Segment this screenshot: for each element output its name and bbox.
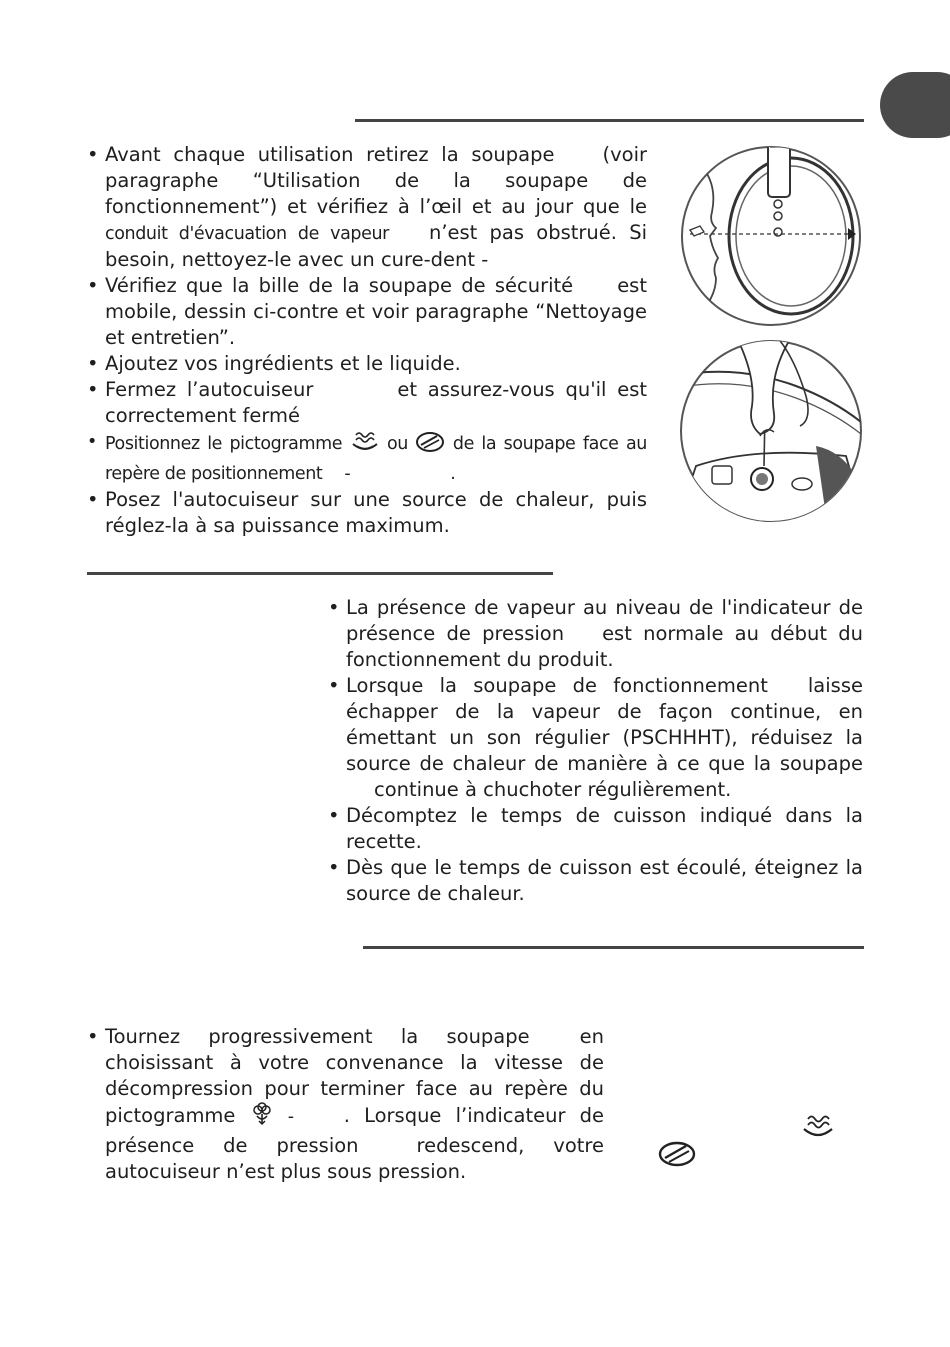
text: en choisissant à votre convenance la vitesse de décompression pour terminer face au repère du pictogramme <box>105 1025 604 1127</box>
text: n’est pas obstrué. Si <box>428 221 647 244</box>
section-3-header-rule <box>363 946 864 949</box>
text: La présence de vapeur au niveau de l'indicateur de présence de pression <box>346 596 863 645</box>
text: laisse échapper de la vapeur de façon continue, en émettant un son régulier (PSCHHHT), réduisez la source de chaleur de manière à ce que la soupape <box>346 674 863 775</box>
text: . Lorsque l’indicateur de présence de pression <box>105 1104 604 1157</box>
text: Vérifiez que la bille de la soupape de sécurité <box>105 274 574 297</box>
list-item <box>328 855 863 907</box>
text: Posez l'autocuiseur sur une source de chaleur, puis réglez-la à sa puissance maximum. <box>105 488 647 537</box>
text: - <box>344 464 351 484</box>
text: ou <box>387 434 408 454</box>
text: Lorsque la soupape de fonctionnement <box>346 674 768 697</box>
chapter-side-tab <box>880 72 950 138</box>
text: conduit d'évacuation de vapeur <box>105 224 389 244</box>
list-item <box>328 673 863 803</box>
text: et assurez-vous qu'il est correctement fermé <box>105 378 647 427</box>
text: Décomptez le temps de cuisson indiqué dans la recette. <box>346 804 863 853</box>
section-1-header-rule <box>355 119 864 122</box>
list-item <box>87 273 647 351</box>
text: continue à chuchoter régulièrement. <box>374 778 732 801</box>
text: Fermez l’autocuiseur <box>105 378 314 401</box>
text: est normale au début du fonctionnement du produit. <box>346 622 863 671</box>
gentle-steam-pictogram-icon <box>415 429 445 461</box>
section-1-list <box>87 142 647 539</box>
steam-duct-check-illustration <box>676 142 866 330</box>
text: (voir paragraphe “Utilisation de la soupape de fonctionnement”) et vérifiez à l’œil et au jour que le <box>105 143 647 218</box>
decompression-pictogram-icon <box>250 1102 274 1133</box>
text: redescend, votre autocuiseur n’est plus sous pression. <box>105 1134 604 1183</box>
list-item <box>87 351 647 377</box>
list-item <box>87 377 647 429</box>
text: . <box>450 464 456 484</box>
text: Dès que le temps de cuisson est écoulé, éteignez la source de chaleur. <box>346 856 863 905</box>
safety-valve-ball-illustration <box>676 336 866 526</box>
gentle-steam-pictogram-icon <box>657 1138 697 1172</box>
text: de la soupape face au repère de positionnement <box>105 434 647 484</box>
text: Ajoutez vos ingrédients et le liquide. <box>105 352 461 375</box>
list-item <box>87 429 647 487</box>
steam-pictogram-icon <box>801 1112 835 1144</box>
steam-pictogram-icon <box>350 429 380 461</box>
list-item <box>87 142 647 273</box>
text: Tournez progressivement la soupape <box>105 1025 530 1048</box>
list-item <box>328 595 863 673</box>
list-item <box>328 803 863 855</box>
text: besoin, nettoyez-le avec un cure-dent - <box>105 248 489 271</box>
section-2-list <box>328 595 863 907</box>
list-item <box>87 1024 604 1185</box>
list-item <box>87 487 647 539</box>
section-3-list <box>87 1024 604 1185</box>
section-2-header-rule <box>87 572 553 575</box>
text: est mobile, dessin ci-contre et voir paragraphe “Nettoyage et entretien”. <box>105 274 647 349</box>
text: - <box>287 1107 294 1127</box>
text: Avant chaque utilisation retirez la soupape <box>105 143 555 166</box>
text: Positionnez le pictogramme <box>105 434 343 454</box>
